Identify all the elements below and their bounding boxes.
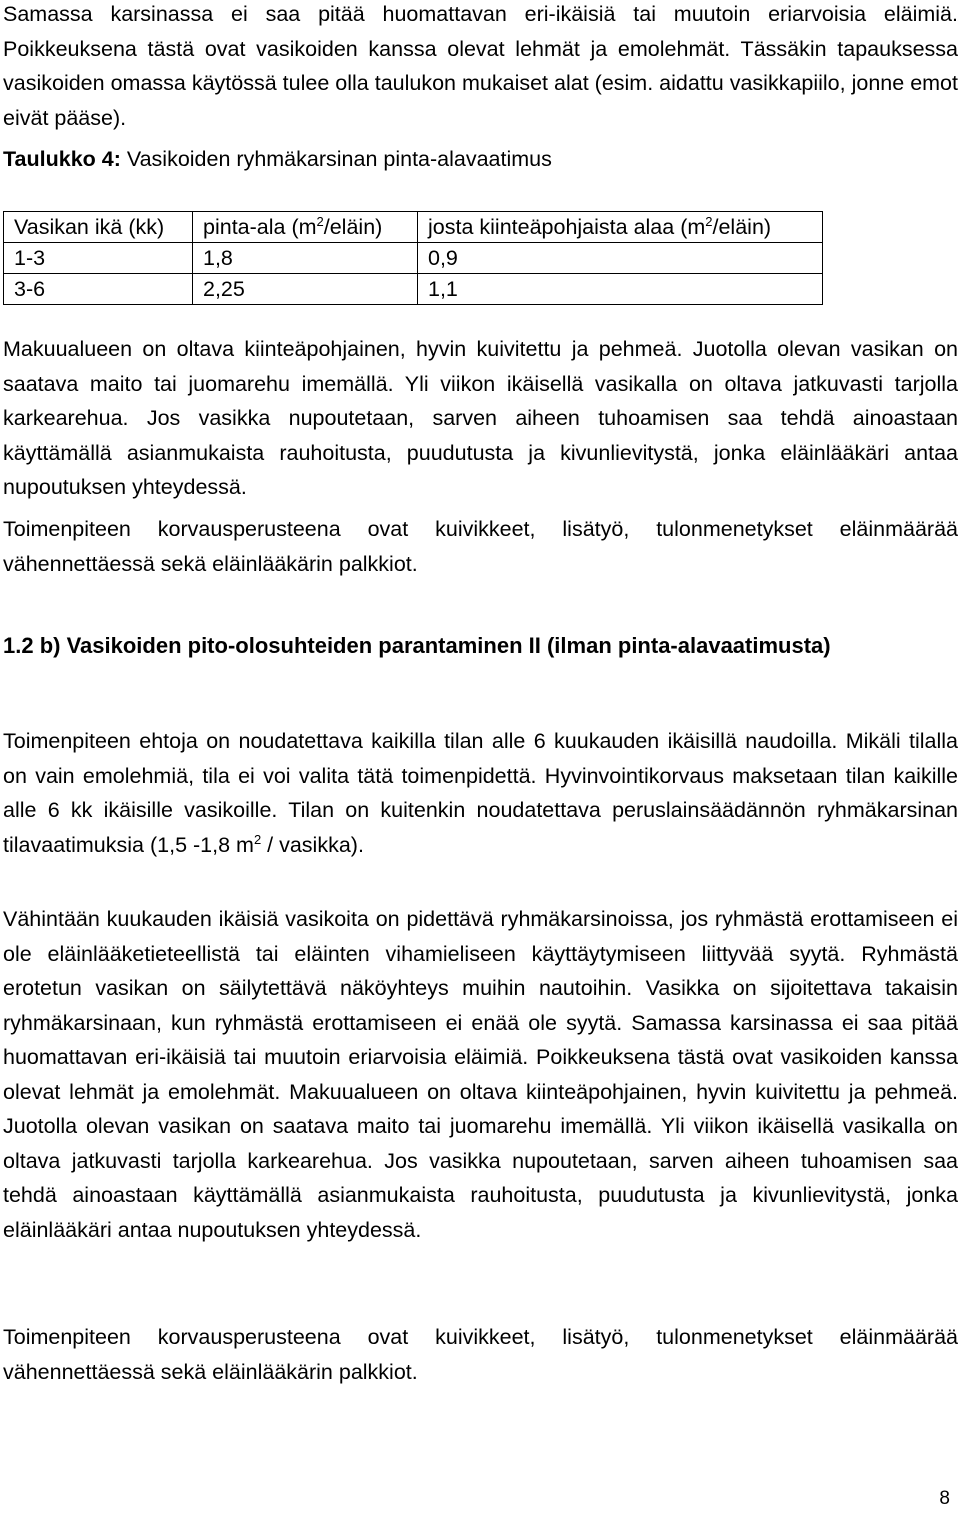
intro-paragraph: Samassa karsinassa ei saa pitää huomattavan eri-ikäisiä tai muutoin eriarvoisia eläimiä. Poikkeuksena tästä ovat vasikoiden kanssa olevat lehmät ja emolehmät. Tässäkin tapauksessa vasikoiden omassa käytössä tulee olla taulukon mukaiset alat (esim. aidattu vasikkapiilo, jonne emot eivät pääse).	[3, 2, 958, 130]
cell-area: 2,25	[193, 274, 418, 305]
header-area-sup: 2	[316, 214, 324, 229]
header-solid-suffix: /eläin)	[712, 215, 772, 239]
page-number: 8	[939, 1488, 950, 1509]
group-pens-paragraph: Vähintään kuukauden ikäisiä vasikoita on pidettävä ryhmäkarsinoissa, jos ryhmästä erottamiseen ei ole eläinlääketieteellistä tai eläinten vihamieliseen käyttäytymiseen liittyvää syytä. Ryhmästä erotetun vasikan on säilytettävä näköyhteys muihin nautoihin. Vasikka on sijoitettava takaisin ryhmäkarsinaan, kun ryhmästä erottamiseen ei enää ole syytä. Samassa karsinassa ei saa pitää huomattavan eri-ikäisiä tai muutoin eriarvoisia eläimiä. Poikkeuksena tästä ovat vasikoiden kanssa olevat lehmät ja emolehmät. Makuualueen on oltava kiinteäpohjainen, hyvin kuivitettu ja pehmeä. Juotolla olevan vasikan on saatava maito tai juomarehu imemällä. Yli viikon ikäisellä vasikalla on oltava jatkuvasti tarjolla karkearehua. Jos vasikka nupoutetaan, sarven aiheen tuhoamisen saa tehdä ainoastaan käyttämällä asianmukaista rauhoitusta, puudutusta ja kivunlievitystä, jonka eläinlääkäri antaa nupoutuksen yhteydessä.	[3, 907, 958, 1242]
cell-age: 3-6	[4, 274, 193, 305]
table-row	[4, 243, 823, 274]
conditions-sup: 2	[253, 831, 262, 847]
cell-area: 1,8	[193, 243, 418, 274]
table-caption-label: Taulukko 4:	[3, 147, 121, 171]
conditions-text: Toimenpiteen ehtoja on noudatettava kaikilla tilan alle 6 kuukauden ikäisillä naudoilla. Mikäli tilalla on vain emolehmiä, tila ei voi valita tätä toimenpidettä. Hyvinvointikorvaus maksetaan tilan kaikille alle 6 kk ikäisille vasikoille. Tilan on kuitenkin noudatettava peruslainsäädännön ryhmäkarsinan tilavaatimuksia (1,5 -1,8 m	[3, 729, 958, 857]
header-area-suffix: /eläin)	[323, 215, 383, 239]
section-heading-number: 1.2 b)	[3, 633, 61, 658]
header-area	[193, 212, 418, 243]
table-caption-text: Vasikoiden ryhmäkarsinan pinta-alavaatimus	[120, 147, 552, 171]
header-area-prefix: pinta-ala (m	[203, 215, 317, 239]
section-heading-title: Vasikoiden pito-olosuhteiden parantaminen II (ilman pinta-alavaatimusta)	[60, 633, 831, 658]
header-calf-age: Vasikan ikä (kk)	[4, 212, 193, 243]
header-solid-area	[418, 212, 823, 243]
area-requirement-table	[3, 211, 823, 305]
cell-age: 1-3	[4, 243, 193, 274]
section-heading	[3, 625, 953, 667]
cell-solid-area: 0,9	[418, 243, 823, 274]
compensation-paragraph-2: Toimenpiteen korvausperusteena ovat kuivikkeet, lisätyö, tulonmenetykset eläinmäärää vähennettäessä sekä eläinlääkärin palkkiot.	[3, 1325, 958, 1384]
header-solid-sup: 2	[705, 214, 713, 229]
cell-solid-area: 1,1	[418, 274, 823, 305]
header-solid-prefix: josta kiinteäpohjaista alaa (m	[428, 215, 706, 239]
table-caption	[3, 142, 552, 176]
lying-area-paragraph: Makuualueen on oltava kiinteäpohjainen, hyvin kuivitettu ja pehmeä. Juotolla olevan vasikan on saatava maito tai juomarehu imemällä. Yli viikon ikäisellä vasikalla on oltava jatkuvasti tarjolla karkearehua. Jos vasikka nupoutetaan, sarven aiheen tuhoamisen saa tehdä ainoastaan käyttämällä asianmukaista rauhoitusta, puudutusta ja kivunlievitystä, jonka eläinlääkäri antaa nupoutuksen yhteydessä.	[3, 337, 958, 499]
table-header-row	[4, 212, 823, 243]
compensation-paragraph-1: Toimenpiteen korvausperusteena ovat kuivikkeet, lisätyö, tulonmenetykset eläinmäärää vähennettäessä sekä eläinlääkärin palkkiot.	[3, 517, 958, 576]
conditions-tail: / vasikka).	[261, 832, 364, 857]
table-row	[4, 274, 823, 305]
conditions-paragraph	[3, 724, 958, 862]
